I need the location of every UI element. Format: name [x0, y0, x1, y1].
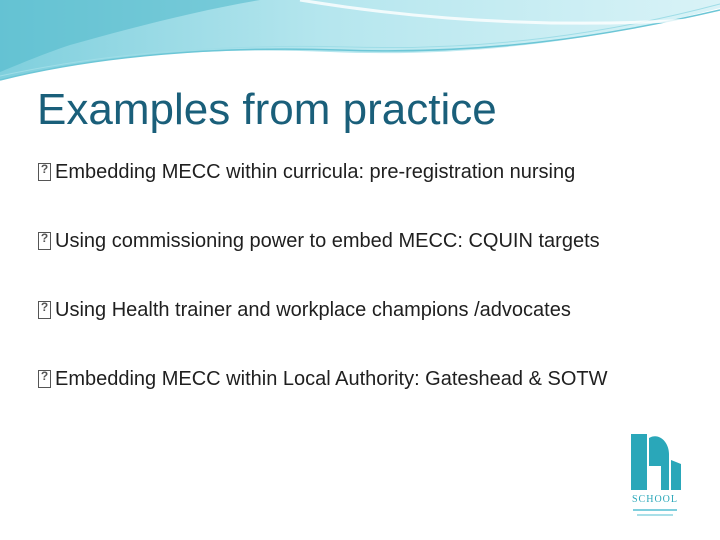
- bullet-text: Embedding MECC within curricula: pre-registration nursing: [55, 160, 576, 183]
- missing-glyph-icon: [38, 370, 51, 388]
- school-logo-icon: [625, 428, 685, 492]
- bullet-list: [38, 157, 708, 433]
- list-item: [38, 226, 708, 256]
- bullet-text: Using Health trainer and workplace champions /advocates: [55, 298, 571, 321]
- missing-glyph-icon: [38, 232, 51, 250]
- header-wave-decoration: [0, 0, 720, 90]
- list-item: [38, 364, 708, 394]
- bullet-text: Using commissioning power to embed MECC: CQUIN targets: [55, 229, 600, 252]
- school-logo: [625, 428, 685, 523]
- logo-subtext-decoration: [631, 508, 679, 518]
- slide-title: Examples from practice: [37, 85, 497, 134]
- list-item: [38, 295, 708, 325]
- bullet-text: Embedding MECC within Local Authority: Gateshead & SOTW: [55, 367, 608, 390]
- logo-wordmark: SCHOOL: [631, 494, 678, 505]
- missing-glyph-icon: [38, 163, 51, 181]
- missing-glyph-icon: [38, 301, 51, 319]
- list-item: [38, 157, 708, 187]
